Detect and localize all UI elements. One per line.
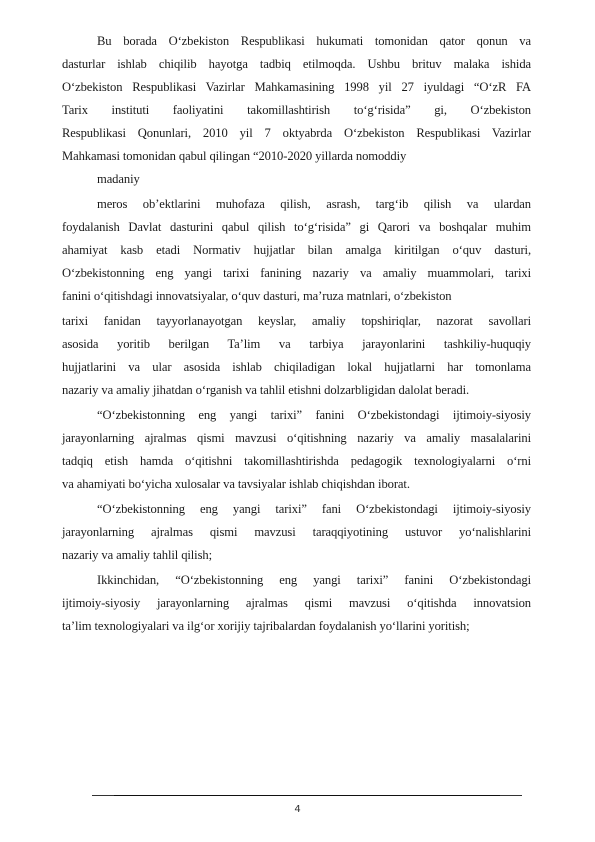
paragraph-line: hujjatlarini va ular asosida ishlab chiqiladigan lokal hujjatlarni har tomonlama	[62, 360, 531, 374]
paragraph-line: foydalanish Davlat dasturini qabul qilish to‘g‘risida” gi Qarori va boshqalar muhim	[62, 220, 531, 234]
paragraph-line: va ahamiyati bo‘yicha xulosalar va tavsiyalar ishlab chiqishdan iborat.	[62, 477, 410, 491]
paragraph-line: Bu borada O‘zbekiston Respublikasi hukumati tomonidan qator qonun va	[97, 34, 531, 48]
paragraph-line: Ikkinchidan, “O‘zbekistonning eng yangi tarixi” fanini O‘zbekistondagi	[97, 573, 531, 587]
paragraph-line: O‘zbekistonning eng yangi tarixi fanining nazariy va amaliy muammolari, tarixi	[62, 266, 531, 280]
paragraph-line: madaniy	[97, 172, 140, 186]
paragraph-line: nazariy va amaliy jihatdan o‘rganish va tahlil etishni dolzarbligidan dalolat beradi.	[62, 383, 470, 397]
paragraph-line: meros ob’ektlarini muhofaza qilish, asrash, targ‘ib qilish va ulardan	[97, 197, 531, 211]
paragraph-line: jarayonlarning ajralmas qismi mavzusi taraqqiyotining ustuvor yo‘nalishlarini	[62, 525, 531, 539]
paragraph-line: “O‘zbekistonning eng yangi tarixi” fani O‘zbekistondagi ijtimoiy-siyosiy	[97, 502, 531, 516]
page-number: 4	[294, 804, 301, 815]
paragraph-line: Respublikasi Qonunlari, 2010 yil 7 oktyabrda O‘zbekiston Respublikasi Vazirlar	[62, 126, 531, 140]
paragraph-line: tarixi fanidan tayyorlanayotgan keyslar, amaliy topshiriqlar, nazorat savollari	[62, 314, 531, 328]
footer-divider	[92, 795, 522, 796]
footer-divider-accent	[114, 795, 500, 796]
paragraph-line: dasturlar ishlab chiqilib hayotga tadbiq etilmoqda. Ushbu brituv malaka ishida	[62, 57, 531, 71]
paragraph-line: ta’lim texnologiyalari va ilg‘or xorijiy tajribalardan foydalanish yo‘llarini yoritish;	[62, 619, 470, 633]
paragraph-line: jarayonlarning ajralmas qismi mavzusi o‘qitishning nazariy va amaliy masalalarini	[62, 431, 531, 445]
paragraph-line: ijtimoiy-siyosiy jarayonlarning ajralmas qismi mavzusi o‘qitishda innovatsion	[62, 596, 531, 610]
paragraph-line: Tarix instituti faoliyatini takomillashtirish to‘g‘risida” gi, O‘zbekiston	[62, 103, 531, 117]
paragraph-line: Mahkamasi tomonidan qabul qilingan “2010-2020 yillarda nomoddiy	[62, 149, 407, 163]
paragraph-line: asosida yoritib berilgan Ta’lim va tarbiya jarayonlarini tashkiliy-huquqiy	[62, 337, 531, 351]
paragraph-line: tadqiq etish hamda o‘qitishni takomillashtirishda pedagogik texnologiyalarni o‘rni	[62, 454, 531, 468]
paragraph-line: fanini o‘qitishdagi innovatsiyalar, o‘quv dasturi, ma’ruza matnlari, o‘zbekiston	[62, 289, 452, 303]
paragraph-line: nazariy va amaliy tahlil qilish;	[62, 548, 212, 562]
paragraph-line: ahamiyat kasb etadi Normativ hujjatlar bilan amalga kiritilgan o‘quv dasturi,	[62, 243, 531, 257]
paragraph-line: “O‘zbekistonning eng yangi tarixi” fanini O‘zbekistondagi ijtimoiy-siyosiy	[97, 408, 531, 422]
paragraph-line: O‘zbekiston Respublikasi Vazirlar Mahkamasining 1998 yil 27 iyuldagi “O‘zR FA	[62, 80, 531, 94]
